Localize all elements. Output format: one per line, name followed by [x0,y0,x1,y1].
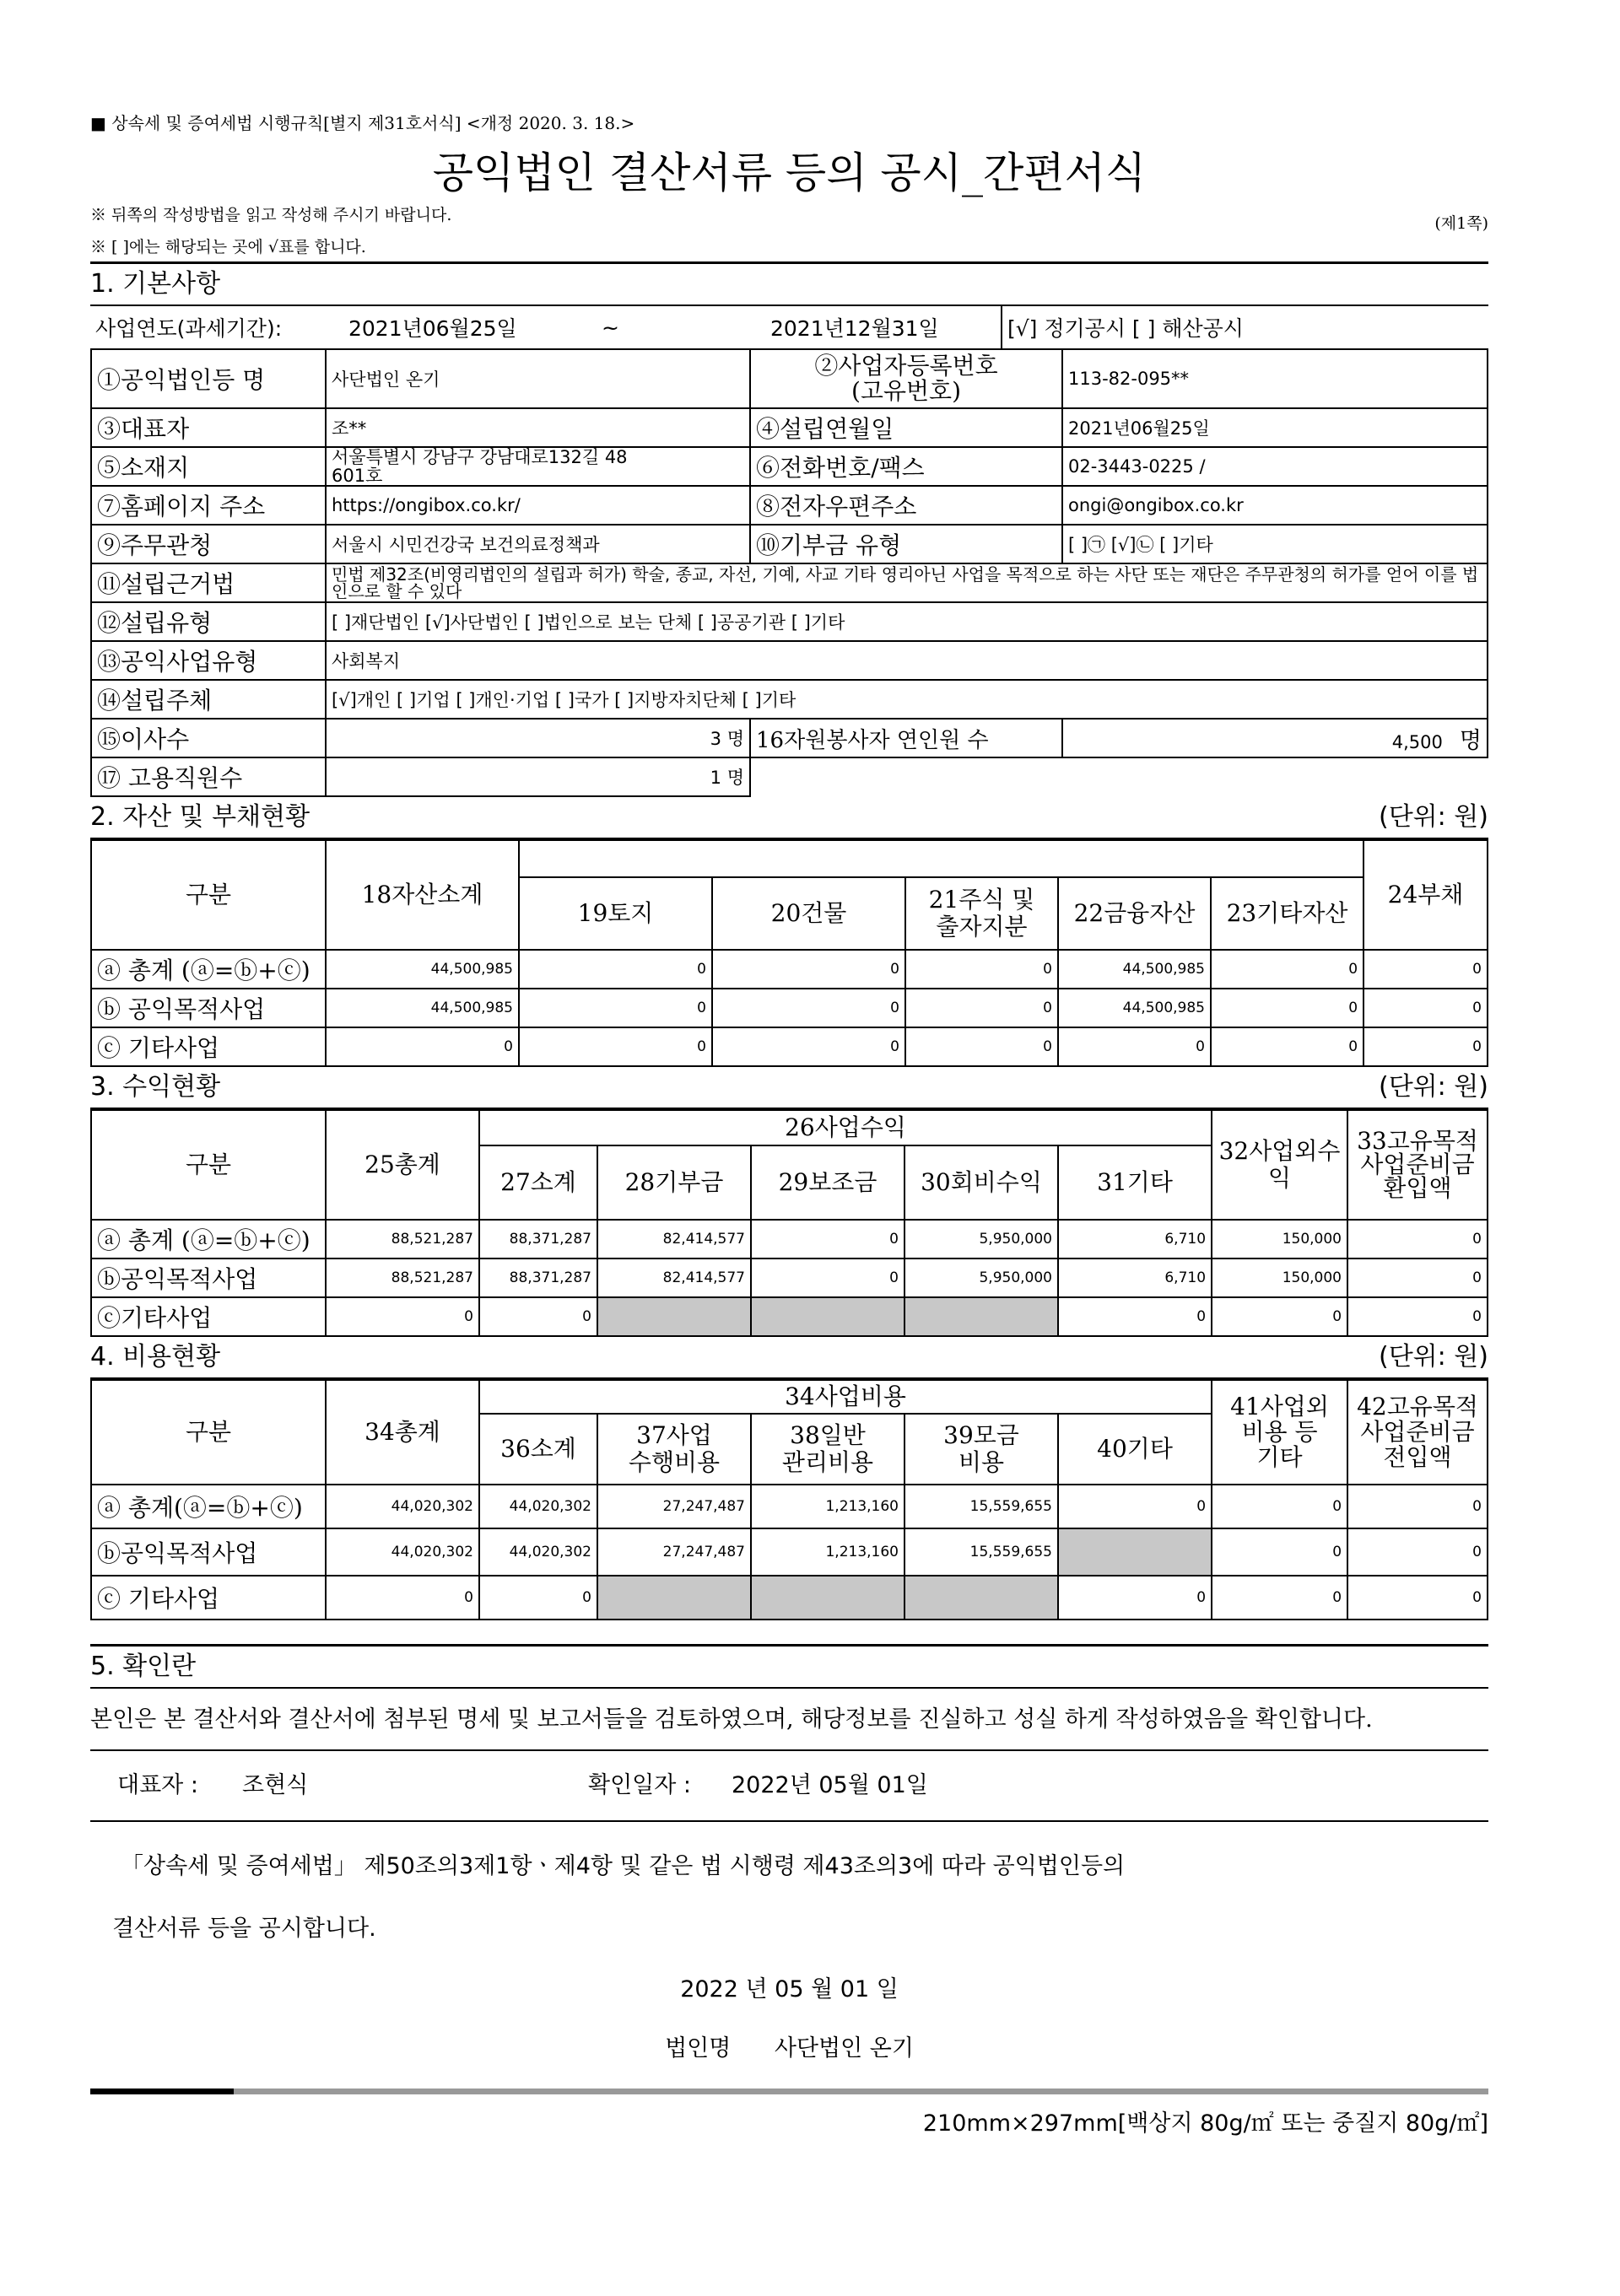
bizno-label: ②사업자등록번호 (고유번호) [750,349,1062,408]
cell: 44,500,985 [326,989,519,1027]
shaded-cell [751,1297,904,1336]
period-tilde: ~ [602,315,619,340]
paper-spec: 210mm×297mm[백상지 80g/㎡ 또는 중질지 80g/㎡] [922,2110,1488,2137]
asset-h-finance: 22금융자산 [1058,877,1211,950]
exp-h-gubun: 구분 [91,1380,326,1485]
section-4-title: 4. 비용현황 [90,1342,221,1372]
email-label: ⑧전자우편주소 [750,486,1062,525]
cell: 15,559,655 [904,1528,1058,1576]
asset-h-stock: 21주식 및 출자지분 [905,877,1058,950]
period-row [90,306,1488,348]
corp-name: 사단법인 온기 [774,2035,914,2062]
addr-value: 서울특별시 강남구 강남대로132길 48 601호 [326,447,750,486]
cell: 88,371,287 [479,1258,597,1297]
phone-value: 02-3443-0225 / [1062,447,1488,486]
exp-h-other: 41사업외 비용 등 기타 [1212,1380,1347,1485]
cell: 44,020,302 [326,1528,479,1576]
authority-label: ⑨주무관청 [91,525,326,563]
rev-h-subsidy: 29보조금 [751,1145,904,1220]
section-3-header [90,1067,1488,1109]
rev-h-donation: 28기부금 [597,1145,751,1220]
cell: 88,521,287 [326,1258,479,1297]
form-page [90,110,1488,2137]
cell: 0 [1347,1485,1488,1528]
cell: 88,521,287 [326,1220,479,1258]
table-row [91,1258,1488,1297]
volunteers-unit: 명 [1459,727,1482,754]
section-5-title: 5. 확인란 [90,1647,1488,1689]
cell: 0 [1058,1485,1212,1528]
cell: 150,000 [1212,1220,1347,1258]
asset-h-gubun: 구분 [91,840,326,950]
donation-type-label: ⑩기부금 유형 [750,525,1062,563]
section-2-title: 2. 자산 및 부채현황 [90,802,310,832]
cell: 0 [712,1027,905,1066]
row-label: ⓒ 기타사업 [91,1027,326,1066]
rep-label: ③대표자 [91,408,326,447]
cell: 0 [1211,989,1364,1027]
cell: 82,414,577 [597,1220,751,1258]
cell: 27,247,487 [597,1485,751,1528]
rev-h-group: 26사업수익 [479,1110,1212,1145]
addr-label: ⑤소재지 [91,447,326,486]
cell: 0 [1212,1576,1347,1620]
law-value: 민법 제32조(비영리법인의 설립과 허가) 학술, 종교, 자선, 기예, 사교 기타 영리아닌 사업을 목적으로 하는 사단 또는 재단은 주무관청의 허가를 얻어 이를 법인으로 할 수 있다 [326,563,1488,602]
period-label: 사업연도(과세기간): [95,316,283,341]
cell: 0 [1058,1027,1211,1066]
homepage-label: ⑦홈페이지 주소 [91,486,326,525]
cell: 44,020,302 [479,1528,597,1576]
shaded-cell [904,1297,1058,1336]
rev-h-reserve: 33고유목적 사업준비금 환입액 [1347,1110,1488,1220]
notes [90,202,1488,261]
donation-type-value: [ ]㉠ [√]㉡ [ ]기타 [1062,525,1488,563]
exp-h-etc: 40기타 [1058,1414,1212,1485]
directors-value: 3 명 [326,719,750,757]
founded-value: 2021년06월25일 [1062,408,1488,447]
section-1-title: 1. 기본사항 [90,264,1488,306]
found-type-value: [ ]재단법인 [√]사단법인 [ ]법인으로 보는 단체 [ ]공공기관 [ ]기타 [326,602,1488,641]
cell: 88,371,287 [479,1220,597,1258]
confirm-statement: 본인은 본 결산서와 결산서에 첨부된 명세 및 보고서들을 검토하였으며, 해당정보를 진실하고 성실 하게 작성하였음을 확인합니다. [90,1689,1488,1751]
cell: 0 [1364,1027,1488,1066]
cell: 0 [1347,1220,1488,1258]
cell: 44,020,302 [479,1485,597,1528]
name-value: 사단법인 온기 [326,349,750,408]
row-label: ⓑ공익목적사업 [91,1528,326,1576]
expense-table [90,1379,1488,1620]
cell: 1,213,160 [751,1528,904,1576]
cell: 0 [1212,1485,1347,1528]
exp-h-operation: 37사업 수행비용 [597,1414,751,1485]
bottom-bar [90,2088,1488,2094]
corp-line [90,2019,1488,2078]
table-row [91,1220,1488,1258]
table-row [91,989,1488,1027]
row-label: ⓐ 총계(ⓐ=ⓑ+ⓒ) [91,1485,326,1528]
authority-value: 서울시 시민건강국 보건의료정책과 [326,525,750,563]
founder-label: ⑭설립주체 [91,680,326,719]
section-4-header [90,1337,1488,1379]
section-4-unit: (단위: 원) [1379,1342,1488,1372]
period-end: 2021년12월31일 [770,316,939,341]
legal-text [90,1822,1488,1960]
revenue-table [90,1109,1488,1337]
form-title: 공익법인 결산서류 등의 공시_간편서식 [432,148,1147,197]
cell: 0 [712,950,905,989]
exp-h-reserve: 42고유목적 사업준비금 전입액 [1347,1380,1488,1485]
shaded-cell [1058,1528,1212,1576]
row-label: ⓑ 공익목적사업 [91,989,326,1027]
rep-sign-label: 대표자 : [117,1772,198,1798]
row-label: ⓐ 총계 (ⓐ=ⓑ+ⓒ) [91,1220,326,1258]
shaded-cell [751,1576,904,1620]
shaded-cell [597,1576,751,1620]
cell: 0 [905,950,1058,989]
asset-h-land: 19토지 [519,877,712,950]
cell: 150,000 [1212,1258,1347,1297]
rev-h-subtotal: 27소계 [479,1145,597,1220]
phone-label: ⑥전화번호/팩스 [750,447,1062,486]
volunteers-cell [1062,719,1488,757]
section-3-title: 3. 수익현황 [90,1072,221,1102]
cell: 0 [1058,1576,1212,1620]
cell: 0 [905,1027,1058,1066]
founded-label: ④설립연월일 [750,408,1062,447]
cell: 0 [751,1258,904,1297]
law-label: ⑪설립근거법 [91,563,326,602]
bizno-value: 113-82-095** [1062,349,1488,408]
footer-date: 2022 년 05 월 01 일 [680,1976,899,2002]
row-label: ⓐ 총계 (ⓐ=ⓑ+ⓒ) [91,950,326,989]
cell: 5,950,000 [904,1258,1058,1297]
cell: 0 [326,1297,479,1336]
rep-value: 조** [326,408,750,447]
confirm-date-label: 확인일자 : [588,1772,692,1798]
table-row [91,1297,1488,1336]
cell: 27,247,487 [597,1528,751,1576]
disclosure-type: [√] 정기공시 [ ] 해산공시 [1002,306,1488,348]
row-label: ⓒ기타사업 [91,1297,326,1336]
section-2-header [90,797,1488,839]
cell: 15,559,655 [904,1485,1058,1528]
rev-h-gubun: 구분 [91,1110,326,1220]
asset-h-building: 20건물 [712,877,905,950]
row-label: ⓑ공익목적사업 [91,1258,326,1297]
cell: 0 [1347,1297,1488,1336]
cell: 0 [479,1297,597,1336]
cell: 0 [1211,950,1364,989]
cell: 0 [1211,1027,1364,1066]
public-type-value: 사회복지 [326,641,1488,680]
asset-h-total: 18자산소계 [326,840,519,950]
table-row [91,950,1488,989]
table-row [91,1576,1488,1620]
rev-h-etc: 31기타 [1058,1145,1212,1220]
period-start: 2021년06월25일 [348,316,517,341]
table-row [91,1528,1488,1576]
cell: 0 [1347,1258,1488,1297]
cell: 0 [1212,1528,1347,1576]
exp-h-fundraising: 39모금 비용 [904,1414,1058,1485]
volunteers-value: 4,500 [1391,731,1443,752]
cell: 0 [519,1027,712,1066]
shaded-cell [904,1576,1058,1620]
rep-sign-name: 조현식 [242,1772,309,1798]
staff-label: ⑰ 고용직원수 [91,757,326,796]
section-2-unit: (단위: 원) [1379,802,1488,832]
note-1: ※ 뒤쪽의 작성방법을 읽고 작성해 주시기 바랍니다. [90,206,452,224]
exp-h-total: 34총계 [326,1380,479,1485]
cell: 0 [712,989,905,1027]
cell: 44,500,985 [1058,989,1211,1027]
row-label: ⓒ 기타사업 [91,1576,326,1620]
note-2: ※ [ ]에는 해당되는 곳에 √표를 합니다. [90,238,366,256]
volunteers-label: 16자원봉사자 연인원 수 [750,719,1062,757]
directors-label: ⑮이사수 [91,719,326,757]
asset-h-debt: 24부채 [1364,840,1488,950]
cell: 0 [1058,1297,1212,1336]
cell: 0 [326,1027,519,1066]
cell: 0 [905,989,1058,1027]
cell: 6,710 [1058,1220,1212,1258]
table-row [91,1485,1488,1528]
cell: 82,414,577 [597,1258,751,1297]
cell: 44,500,985 [1058,950,1211,989]
cell: 0 [751,1220,904,1258]
page-number: (제1쪽) [1434,214,1488,233]
asset-table [90,839,1488,1067]
exp-h-admin: 38일반 관리비용 [751,1414,904,1485]
cell: 0 [1364,989,1488,1027]
cell: 0 [479,1576,597,1620]
confirm-date-value: 2022년 05월 01일 [732,1772,928,1798]
cell: 0 [326,1576,479,1620]
legal-line-2: 결산서류 등을 공시합니다. [112,1916,376,1942]
exp-h-subtotal: 36소계 [479,1414,597,1485]
founder-value: [√]개인 [ ]기업 [ ]개인·기업 [ ]국가 [ ]지방자치단체 [ ]기타 [326,680,1488,719]
cell: 44,500,985 [326,950,519,989]
rev-h-other: 32사업외수 익 [1212,1110,1347,1220]
regulation-line: ■ 상속세 및 증여세법 시행규칙[별지 제31호서식] <개정 2020. 3. 18.> [90,113,635,133]
rev-h-fee: 30회비수익 [904,1145,1058,1220]
section-3-unit: (단위: 원) [1379,1072,1488,1102]
public-type-label: ⑬공익사업유형 [91,641,326,680]
name-label: ①공익법인등 명 [91,349,326,408]
cell: 6,710 [1058,1258,1212,1297]
exp-h-group: 34사업비용 [479,1380,1212,1414]
cell: 5,950,000 [904,1220,1058,1258]
asset-h-other: 23기타자산 [1211,877,1364,950]
basic-info-table [90,348,1488,797]
sign-row [90,1751,1488,1822]
cell: 0 [1347,1528,1488,1576]
cell: 0 [1347,1576,1488,1620]
cell: 0 [1212,1297,1347,1336]
shaded-cell [597,1297,751,1336]
staff-value: 1 명 [326,757,750,796]
legal-line-1: 「상속세 및 증여세법」 제50조의3제1항ㆍ제4항 및 같은 법 시행령 제43조의3에 따라 공익법인등의 [121,1853,1126,1879]
cell: 0 [519,950,712,989]
homepage-value: https://ongibox.co.kr/ [326,486,750,525]
cell: 0 [519,989,712,1027]
cell: 1,213,160 [751,1485,904,1528]
found-type-label: ⑫설립유형 [91,602,326,641]
rev-h-total: 25총계 [326,1110,479,1220]
cell: 44,020,302 [326,1485,479,1528]
email-value: ongi@ongibox.co.kr [1062,486,1488,525]
cell: 0 [1364,950,1488,989]
table-row [91,1027,1488,1066]
corp-label: 법인명 [665,2035,732,2062]
